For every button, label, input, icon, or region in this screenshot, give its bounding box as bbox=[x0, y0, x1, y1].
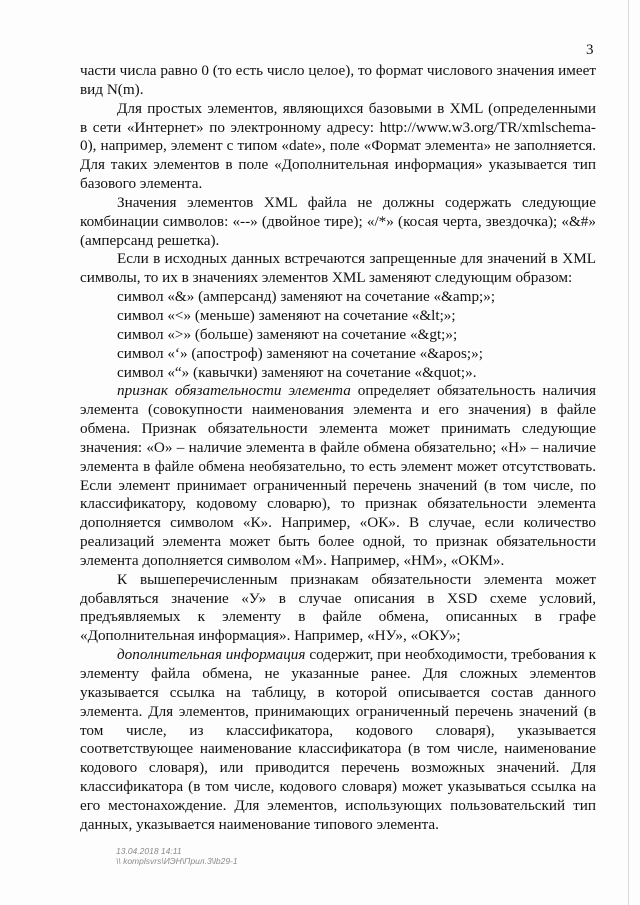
replacement-rule-less-than: символ «<» (меньше) заменяют на сочетание «&lt;»; bbox=[117, 306, 456, 324]
mandatory-flag-description: определяет обязательность наличия элемента (совокупности наименования элемента и его значения) в файле обмена. Признак обязательности элемента может принимать следующие значения: «О» – наличие элемента в файле обмена обязательно; «Н» – наличие элемента в файле обмена необязательно, то есть элемент может отсутствовать. Если элемент принимает ограниченный перечень значений (в том числе, по классификатору, кодовому словарю), то признак обязательности элемента дополняется символом «К». Например, «ОК». В случае, если количество реализаций элемента может быть более одной, то признак обязательности элемента дополняется символом «М». Например, «НМ», «ОКМ». bbox=[80, 382, 596, 569]
replacement-rule-ampersand: символ «&» (амперсанд) заменяют на сочетание «&amp;»; bbox=[117, 288, 496, 306]
term-mandatory-flag: признак обязательности элемента bbox=[117, 382, 351, 400]
replacement-rule-quotes: символ «“» (кавычки) заменяют на сочетание «&quot;». bbox=[117, 363, 477, 381]
file-stamp-path: \\ komplsvrs\ИЭН\Прил.3\lb29-1 bbox=[116, 856, 238, 866]
paragraph-simple-elements: Для простых элементов, являющихся базовыми в XML (определенными в сети «Интернет» по электронному адресу: http://www.w3.org/TR/xmlschema-0), например, элемент с типом «date», поле «Формат элемента» не заполняется. Для таких элементов в поле «Дополнительная информация» указывается тип базового элемента. bbox=[80, 99, 596, 193]
scan-edge-divider bbox=[628, 0, 629, 905]
document-body bbox=[80, 62, 596, 835]
term-additional-info: дополнительная информация bbox=[117, 646, 306, 664]
file-stamp-date: 13.04.2018 14:11 bbox=[116, 846, 182, 856]
additional-info-description: содержит, при необходимости, требования к элементу файла обмена, не указанные ранее. Для сложных элементов указывается ссылка на таблицу, в которой описывается состав данного элемента. Для элементов, принимающих ограниченный перечень значений (в том числе, из классификатора, кодового словаря), указывается соответствующее наименование классификатора (в том числе, наименование кодового словаря), или приводится перечень возможных значений. Для классификатора (в том числе, кодового словаря) может указываться ссылка на его местонахождение. Для элементов, использующих пользовательский тип данных, указывается наименование типового элемента. bbox=[80, 646, 596, 833]
replacement-rule-greater-than: символ «>» (больше) заменяют на сочетание «&gt;»; bbox=[117, 325, 458, 343]
paragraph-forbidden-combinations: Значения элементов XML файла не должны содержать следующие комбинации символов: «--» (двойное тире); «/*» (косая черта, звездочка); «&#» (амперсанд решетка). bbox=[80, 193, 596, 249]
page-number: 3 bbox=[586, 42, 594, 58]
file-stamp bbox=[116, 846, 238, 866]
paragraph-condition-flag: К вышеперечисленным признакам обязательности элемента может добавляться значение «У» в случае описания в XSD схеме условий, предъявляемых к элементу в файле обмена, описанных в графе «Дополнительная информация». Например, «НУ», «ОКУ»; bbox=[80, 570, 596, 645]
paragraph-mandatory-flag bbox=[80, 382, 596, 570]
paragraph-replacement-intro: Если в исходных данных встречаются запрещенные для значений в XML символы, то их в значениях элементов XML заменяют следующим образом: bbox=[80, 250, 596, 287]
paragraph-format-continuation: части числа равно 0 (то есть число целое), то формат числового значения имеет вид N(m). bbox=[80, 62, 596, 98]
replacement-rule-apostrophe: символ «‘» (апостроф) заменяют на сочетание «&apos;»; bbox=[117, 344, 483, 362]
paragraph-additional-info bbox=[80, 646, 596, 834]
